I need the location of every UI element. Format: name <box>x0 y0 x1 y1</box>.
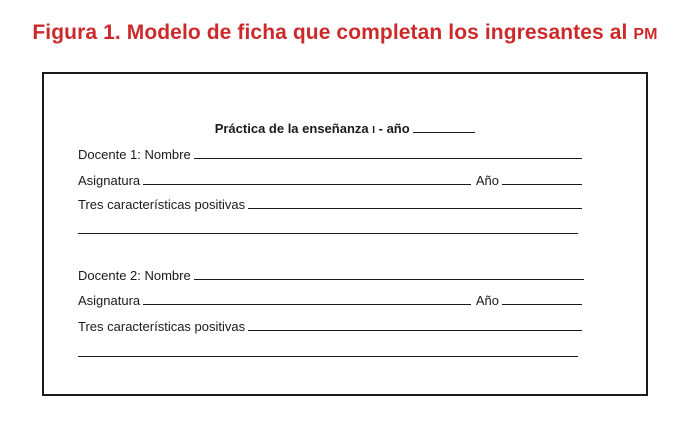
docente1-name-label: Docente 1: Nombre <box>78 147 191 162</box>
docente2-name-label: Docente 2: Nombre <box>78 268 191 283</box>
docente1-name-row <box>78 144 582 162</box>
docente1-extra-line <box>78 233 578 234</box>
figure-caption-abbr: PM <box>633 26 658 43</box>
docente1-traits-label: Tres características positivas <box>78 197 246 212</box>
docente2-extra-line <box>78 356 578 357</box>
docente2-traits-line <box>248 329 582 331</box>
docente2-subject-label: Asignatura <box>78 293 141 308</box>
docente1-year-line <box>502 183 582 185</box>
docente1-name-line <box>194 157 582 159</box>
docente2-name-line <box>194 278 584 280</box>
docente2-name-row <box>78 265 584 283</box>
docente1-year-label: Año <box>475 173 499 188</box>
figure-caption <box>0 21 690 45</box>
form-heading-tail: - año <box>375 121 414 136</box>
form-heading-text: Práctica de la enseñanza <box>214 121 373 136</box>
docente2-traits-label: Tres características positivas <box>78 319 246 334</box>
figure-caption-text: Figura 1. Modelo de ficha que completan los ingresantes al <box>32 21 634 44</box>
docente2-traits-row <box>78 316 582 334</box>
docente2-subject-row <box>78 290 582 308</box>
form-heading-roman: I <box>372 125 376 136</box>
docente1-subject-line <box>143 183 471 185</box>
docente2-year-label: Año <box>475 293 499 308</box>
docente1-subject-row <box>78 170 582 188</box>
docente1-traits-line <box>248 207 582 209</box>
form-heading <box>44 121 646 136</box>
year-blank <box>413 121 475 133</box>
docente2-year-line <box>502 303 582 305</box>
docente2-subject-line <box>143 303 471 305</box>
docente1-traits-row <box>78 194 582 212</box>
form-card <box>42 72 648 396</box>
docente1-subject-label: Asignatura <box>78 173 141 188</box>
